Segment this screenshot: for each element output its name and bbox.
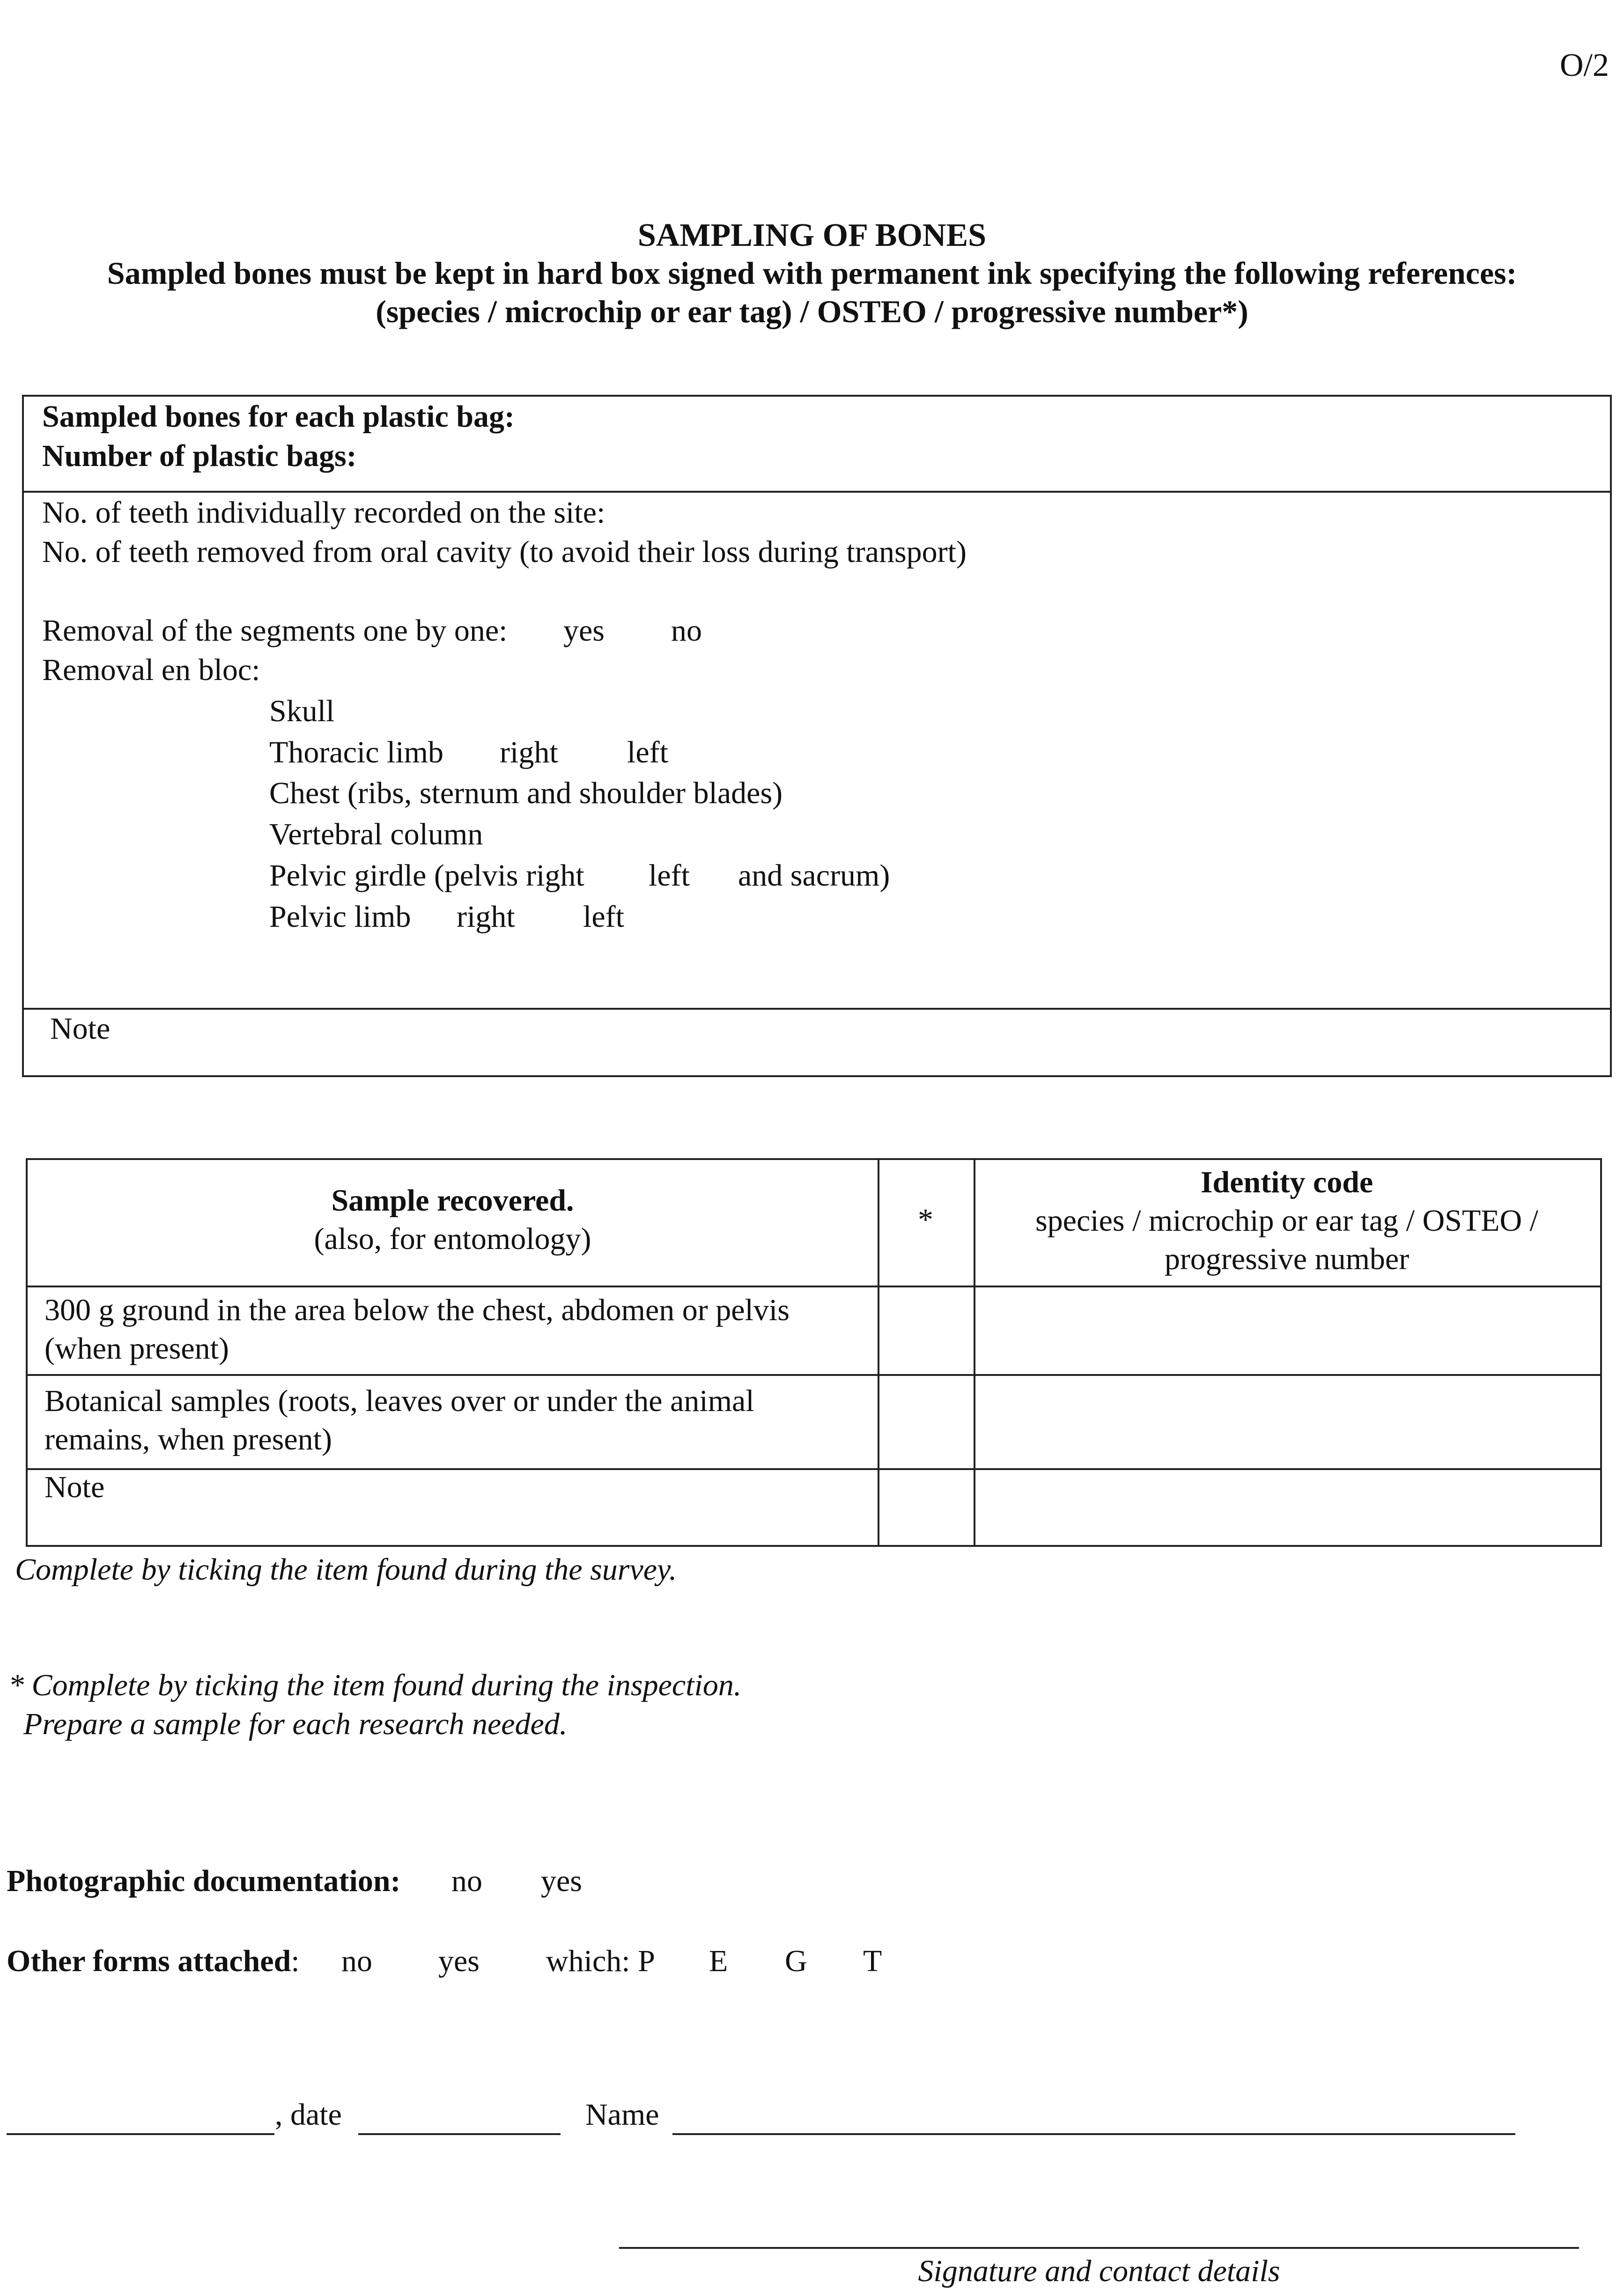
table-row-divider <box>28 1286 1600 1287</box>
other-forms-label: Other forms attached <box>7 1944 291 1978</box>
signature-caption: Signature and contact details <box>918 2254 1280 2288</box>
table-row-note: Note <box>44 1470 105 1504</box>
other-forms-g[interactable]: G <box>785 1944 807 1978</box>
thoracic-limb-right[interactable]: right <box>500 735 558 769</box>
table-row-botanical-line1: Botanical samples (roots, leaves over or under the animal <box>44 1384 754 1418</box>
page-title: SAMPLING OF BONES <box>637 217 987 253</box>
other-forms-line <box>7 1942 300 1981</box>
removal-segments-no[interactable]: no <box>671 613 702 648</box>
date-field[interactable] <box>358 2133 561 2135</box>
teeth-removed-label: No. of teeth removed from oral cavity (to avoid their loss during transport) <box>42 535 967 569</box>
instructions-line-1: Sampled bones must be kept in hard box signed with permanent ink specifying the following references: <box>107 255 1517 291</box>
instructions-line-2: (species / microchip or ear tag) / OSTEO / progressive number*) <box>376 294 1248 329</box>
thoracic-limb-left[interactable]: left <box>627 735 668 769</box>
other-forms-t[interactable]: T <box>863 1944 882 1978</box>
other-forms-colon: : <box>291 1944 300 1978</box>
pelvic-limb-option[interactable]: Pelvic limb <box>269 900 411 934</box>
survey-note: Complete by ticking the item found during the survey. <box>15 1552 677 1587</box>
pelvic-girdle-left[interactable]: left <box>649 858 690 893</box>
chest-option[interactable]: Chest (ribs, sternum and shoulder blades) <box>269 776 783 810</box>
signature-field[interactable] <box>619 2247 1579 2249</box>
table-row-ground-line1: 300 g ground in the area below the chest, abdomen or pelvis <box>44 1293 790 1327</box>
table-row-divider <box>28 1374 1600 1376</box>
vertebral-column-option[interactable]: Vertebral column <box>269 817 483 851</box>
other-forms-e[interactable]: E <box>709 1944 728 1978</box>
pelvic-limb-right[interactable]: right <box>457 900 515 934</box>
identity-code-format-line2: progressive number <box>1164 1242 1410 1276</box>
place-field[interactable] <box>7 2133 274 2135</box>
pelvic-limb-left[interactable]: left <box>583 900 624 934</box>
sample-recovered-subheader: (also, for entomology) <box>314 1222 591 1256</box>
identity-code-header: Identity code <box>1200 1165 1373 1199</box>
prepare-sample-note: Prepare a sample for each research needed. <box>23 1707 568 1741</box>
skull-option[interactable]: Skull <box>269 694 335 728</box>
pelvic-girdle-option[interactable]: Pelvic girdle (pelvis right <box>269 858 584 893</box>
bones-per-bag-label: Sampled bones for each plastic bag: <box>42 399 515 434</box>
table-row-botanical-line2: remains, when present) <box>44 1422 332 1456</box>
thoracic-limb-option[interactable]: Thoracic limb <box>269 735 444 769</box>
sample-recovered-header: Sample recovered. <box>331 1183 574 1218</box>
form-code: O/2 <box>1560 47 1609 83</box>
removal-segments-yes[interactable]: yes <box>563 613 605 648</box>
name-label: Name <box>585 2098 659 2132</box>
inspection-note: * Complete by ticking the item found during the inspection. <box>8 1668 742 1702</box>
other-forms-yes[interactable]: yes <box>438 1944 480 1978</box>
removal-segments-label: Removal of the segments one by one: <box>42 613 508 648</box>
table-row-divider <box>28 1468 1600 1470</box>
photo-documentation-yes[interactable]: yes <box>541 1864 582 1898</box>
pelvic-girdle-sacrum[interactable]: and sacrum) <box>738 858 890 893</box>
other-forms-which-p[interactable]: which: P <box>546 1944 655 1978</box>
photo-documentation-label: Photographic documentation: <box>7 1864 401 1898</box>
teeth-recorded-label: No. of teeth individually recorded on the site: <box>42 495 605 530</box>
photo-documentation-no[interactable]: no <box>451 1864 482 1898</box>
box-note-label: Note <box>50 1012 111 1046</box>
table-row-ground-line2: (when present) <box>44 1331 229 1366</box>
box-divider <box>24 491 1610 493</box>
tick-column-header: * <box>918 1203 933 1237</box>
name-field[interactable] <box>672 2133 1515 2135</box>
removal-en-bloc-label: Removal en bloc: <box>42 653 260 687</box>
identity-code-format-line1: species / microchip or ear tag / OSTEO / <box>1035 1204 1538 1238</box>
other-forms-no[interactable]: no <box>341 1944 372 1978</box>
number-of-bags-label: Number of plastic bags: <box>42 439 357 473</box>
box-divider <box>24 1008 1610 1010</box>
date-label: , date <box>275 2098 342 2132</box>
